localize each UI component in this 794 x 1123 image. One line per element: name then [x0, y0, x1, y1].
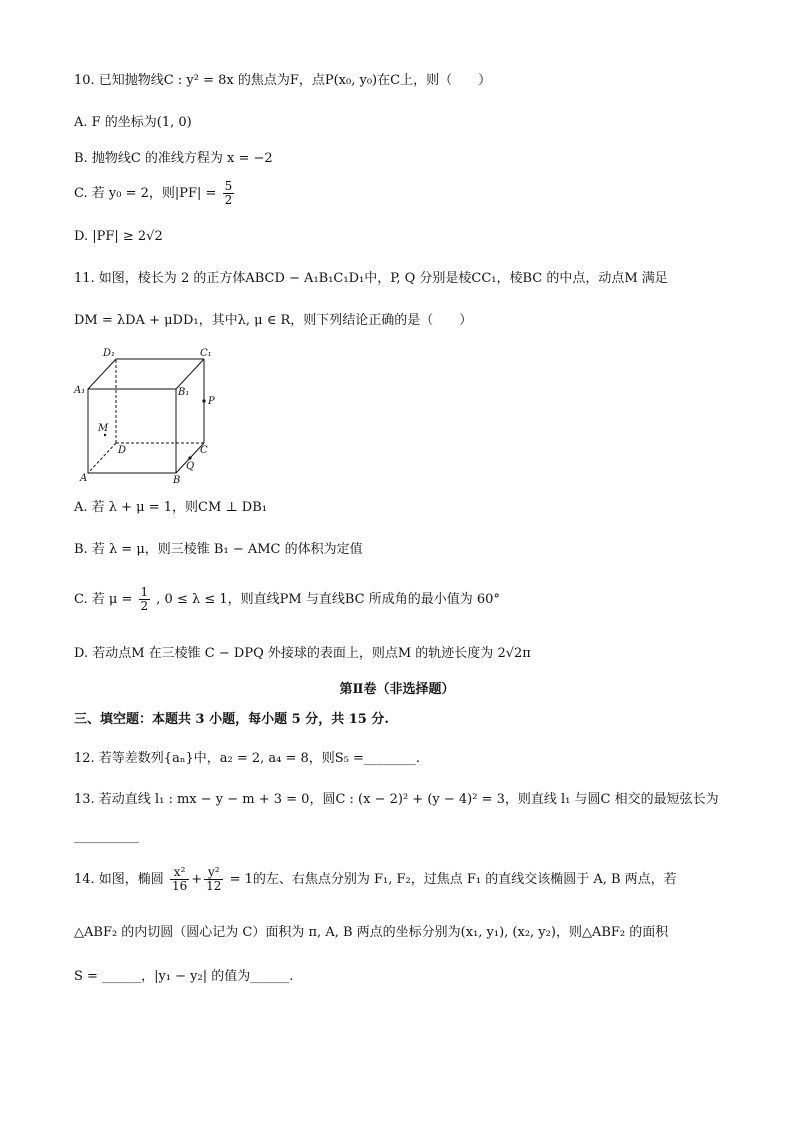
q11-stem-line2: DM = λDA + μDD₁，其中λ, μ ∈ R，则下列结论正确的是（ ）	[74, 313, 473, 328]
label-D1: D₁	[103, 348, 116, 359]
q12-text: 12. 若等差数列{aₙ}中，a₂ = 2, a₄ = 8，则S₅ =________.	[74, 751, 421, 766]
q14-post: = 1的左、右焦点分别为 F₁, F₂，过焦点 F₁ 的直线交该椭圆于 A, B 两点，若	[229, 872, 677, 887]
section-heading: 三、填空题：本题共 3 小题，每小题 5 分，共 15 分.	[74, 712, 389, 727]
label-P: P	[208, 396, 215, 407]
label-A: A	[80, 473, 88, 484]
label-C: C	[200, 445, 208, 456]
label-C1: C₁	[200, 348, 212, 359]
q14-fraction-x	[170, 866, 189, 893]
point-P	[202, 399, 205, 402]
label-B1: B₁	[178, 387, 190, 398]
q11-option-c-pre: C. 若 μ =	[74, 592, 133, 607]
q11-option-c-post: , 0 ≤ λ ≤ 1，则直线PM 与直线BC 所成角的最小值为 60°	[156, 592, 500, 607]
q11-c-numerator: 1	[140, 585, 149, 599]
q10-option-b: B. 抛物线C 的准线方程为 x = −2	[74, 151, 273, 166]
q11-option-a: A. 若 λ + μ = 1，则CM ⊥ DB₁	[74, 500, 267, 515]
q11-option-c	[74, 586, 500, 613]
q14-pre: 14. 如图，椭圆	[74, 872, 164, 887]
section-title: 第Ⅱ卷（非选择题）	[339, 682, 455, 697]
q14-line1	[74, 866, 677, 893]
label-D: D	[118, 445, 127, 456]
q14-f2-numerator: y²	[204, 866, 223, 880]
q10-option-c-text: C. 若 y₀ = 2，则|PF| =	[74, 186, 217, 201]
q10-option-c-fraction	[223, 180, 235, 207]
label-A1: A₁	[74, 385, 86, 396]
q13-line1: 13. 若动直线 l₁ : mx − y − m + 3 = 0，圆C : (x − 2)² + (y − 4)² = 3，则直线 l₁ 与圆C 相交的最短弦长为	[74, 792, 719, 807]
q14-f1-denominator: 16	[171, 879, 188, 893]
q11-option-d: D. 若动点M 在三棱锥 C − DPQ 外接球的表面上，则点M 的轨迹长度为 2√2π	[74, 646, 531, 661]
q11-option-b: B. 若 λ = μ，则三棱锥 B₁ − AMC 的体积为定值	[74, 542, 363, 557]
q14-f1-numerator: x²	[170, 866, 189, 880]
cube-figure	[70, 345, 220, 485]
q11-stem-line1: 11. 如图，棱长为 2 的正方体ABCD − A₁B₁C₁D₁中，P, Q 分别是棱CC₁，棱BC 的中点，动点M 满足	[74, 271, 668, 286]
q10-option-d: D. |PF| ≥ 2√2	[74, 229, 163, 244]
edge-D1A1	[88, 359, 116, 389]
edge-DA	[88, 443, 116, 473]
q14-plus: +	[191, 872, 203, 887]
q10-stem: 10. 已知抛物线C : y² = 8x 的焦点为F，点P(x₀, y₀)在C上，则（ ）	[74, 73, 492, 88]
q13-line2: __________	[74, 829, 139, 844]
q11-option-c-fraction	[139, 586, 151, 613]
q11-c-denominator: 2	[140, 599, 149, 613]
q10-option-c	[74, 180, 236, 207]
label-B: B	[173, 475, 181, 485]
point-Q	[188, 456, 191, 459]
q10-c-numerator: 5	[224, 179, 233, 193]
q14-line3: S = ______，|y₁ − y₂| 的值为______.	[74, 969, 294, 984]
q10-option-a: A. F 的坐标为(1, 0)	[74, 115, 192, 130]
q10-c-denominator: 2	[224, 193, 233, 207]
q14-fraction-y	[204, 866, 223, 893]
q14-line2: △ABF₂ 的内切圆（圆心记为 C）面积为 π, A, B 两点的坐标分别为(x₁, y₁), (x₂, y₂)，则△ABF₂ 的面积	[74, 925, 669, 940]
edge-C1B1	[176, 359, 204, 389]
label-Q: Q	[186, 461, 195, 472]
label-M: M	[98, 423, 109, 434]
q14-f2-denominator: 12	[206, 879, 222, 893]
point-M	[104, 434, 106, 436]
